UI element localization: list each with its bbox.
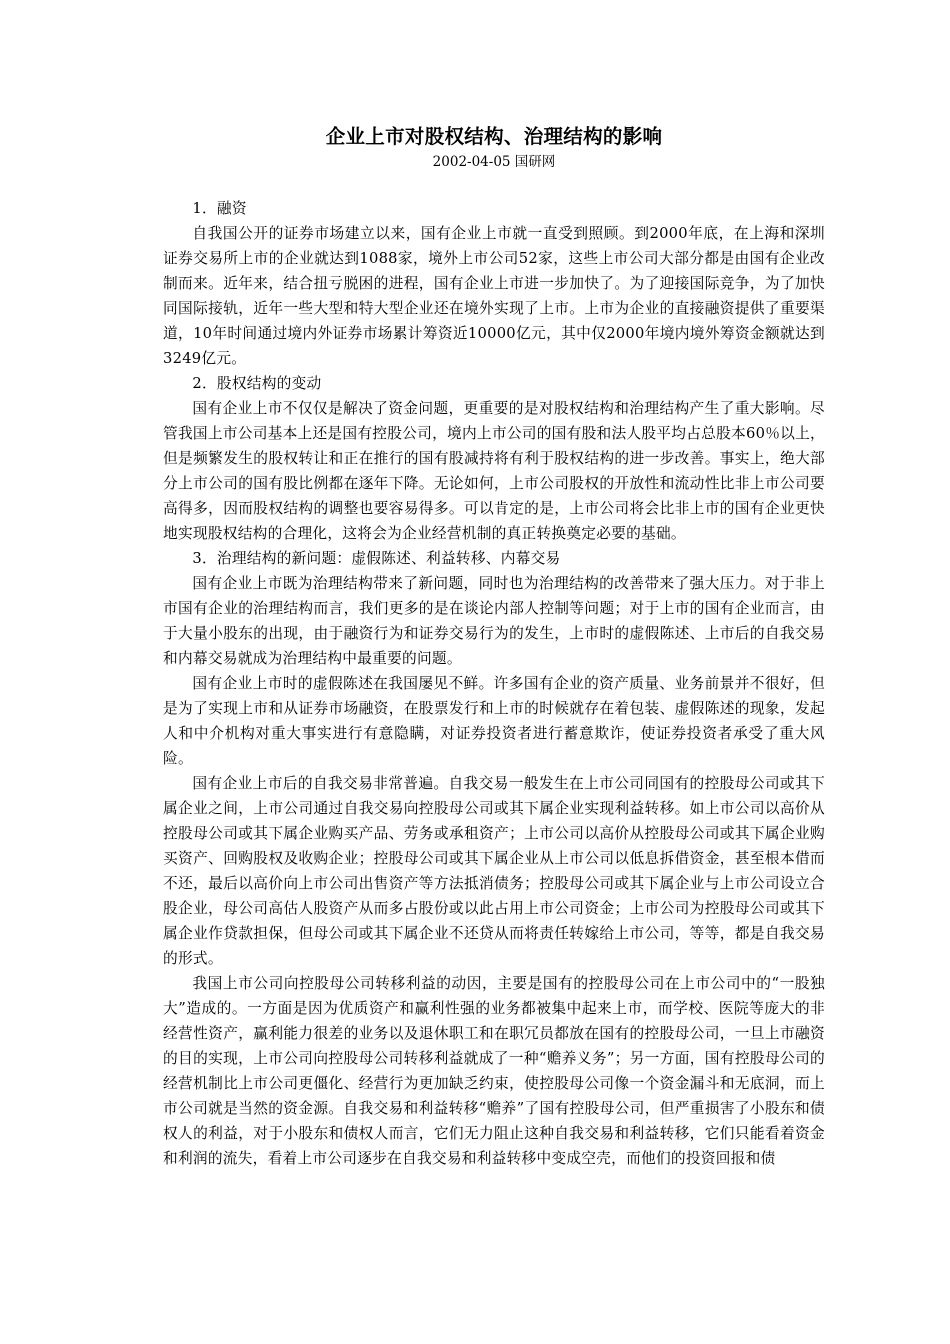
article-title: 企业上市对股权结构、治理结构的影响	[325, 125, 663, 148]
section-heading-equity-structure: 2．股权结构的变动	[192, 375, 322, 392]
paragraph: 国有企业上市后的自我交易非常普遍。自我交易一般发生在上市公司同国有的控股母公司或其下属企业之间，上市公司通过自我交易向控股母公司或其下属企业实现利益转移。如上市公司以高价从控股母公司或其下属企业购买产品、劳务或承租资产；上市公司以高价从控股母公司或其下属企业购买资产、回购股权及收购企业；控股母公司或其下属企业从上市公司以低息拆借资金，甚至根本借而不还，最后以高价向上市公司出售资产等方法抵消债务；控股母公司或其下属企业与上市公司设立合股企业，母公司高估人股资产从而多占股份或以此占用上市公司资金；上市公司为控股母公司或其下属企业作贷款担保，但母公司或其下属企业不还贷从而将责任转嫁给上市公司，等等，都是自我交易的形式。	[163, 775, 825, 967]
article-meta: 2002-04-05 国研网	[432, 154, 556, 170]
section-heading-financing: 1．融资	[192, 200, 247, 217]
paragraph: 我国上市公司向控股母公司转移利益的动因，主要是国有的控股母公司在上市公司中的“一股独大”造成的。一方面是因为优质资产和赢利性强的业务都被集中起来上市，而学校、医院等庞大的非经营性资产，赢利能力很差的业务以及退休职工和在职冗员都放在国有的控股母公司，一旦上市融资的目的实现，上市公司向控股母公司转移利益就成了一种“赡养义务”；另一方面，国有控股母公司的经营机制比上市公司更僵化、经营行为更加缺乏约束，使控股母公司像一个资金漏斗和无底洞，而上市公司就是当然的资金源。自我交易和利益转移“赡养”了国有控股母公司，但严重损害了小股东和债权人的利益，对于小股东和债权人而言，它们无力阻止这种自我交易和利益转移，它们只能看着资金和利润的流失，看着上市公司逐步在自我交易和利益转移中变成空壳，而他们的投资回报和债	[163, 975, 825, 1167]
paragraph: 国有企业上市既为治理结构带来了新问题，同时也为治理结构的改善带来了强大压力。对于非上市国有企业的治理结构而言，我们更多的是在谈论内部人控制等问题；对于上市的国有企业而言，由于大量小股东的出现，由于融资行为和证券交易行为的发生，上市时的虚假陈述、上市后的自我交易和内幕交易就成为治理结构中最重要的问题。	[163, 575, 825, 667]
section-heading-governance: 3．治理结构的新问题：虚假陈述、利益转移、内幕交易	[192, 550, 561, 567]
paragraph: 国有企业上市不仅仅是解决了资金问题，更重要的是对股权结构和治理结构产生了重大影响。尽管我国上市公司基本上还是国有控股公司，境内上市公司的国有股和法人股平均占总股本60％以上，但是频繁发生的股权转让和正在推行的国有股减持将有利于股权结构的进一步改善。事实上，绝大部分上市公司的国有股比例都在逐年下降。无论如何，上市公司股权的开放性和流动性比非上市公司要高得多，因而股权结构的调整也要容易得多。可以肯定的是，上市公司将会比非上市的国有企业更快地实现股权结构的合理化，这将会为企业经营机制的真正转换奠定必要的基础。	[163, 400, 825, 542]
document-page	[163, 124, 825, 1171]
paragraph: 自我国公开的证券市场建立以来，国有企业上市就一直受到照顾。到2000年底，在上海和深圳证券交易所上市的企业就达到1088家，境外上市公司52家，这些上市公司大部分都是由国有企业改制而来。近年来，结合扭亏脱困的进程，国有企业上市进一步加快了。为了迎接国际竞争，为了加快同国际接轨，近年一些大型和特大型企业还在境外实现了上市。上市为企业的直接融资提供了重要渠道，10年时间通过境内外证券市场累计筹资近10000亿元，其中仅2000年境内境外筹资金额就达到3249亿元。	[163, 225, 825, 367]
paragraph: 国有企业上市时的虚假陈述在我国屡见不鲜。许多国有企业的资产质量、业务前景并不很好，但是为了实现上市和从证券市场融资，在股票发行和上市的时候就存在着包装、虚假陈述的现象，发起人和中介机构对重大事实进行有意隐瞒，对证券投资者进行蓄意欺诈，使证券投资者承受了重大风险。	[163, 675, 825, 767]
